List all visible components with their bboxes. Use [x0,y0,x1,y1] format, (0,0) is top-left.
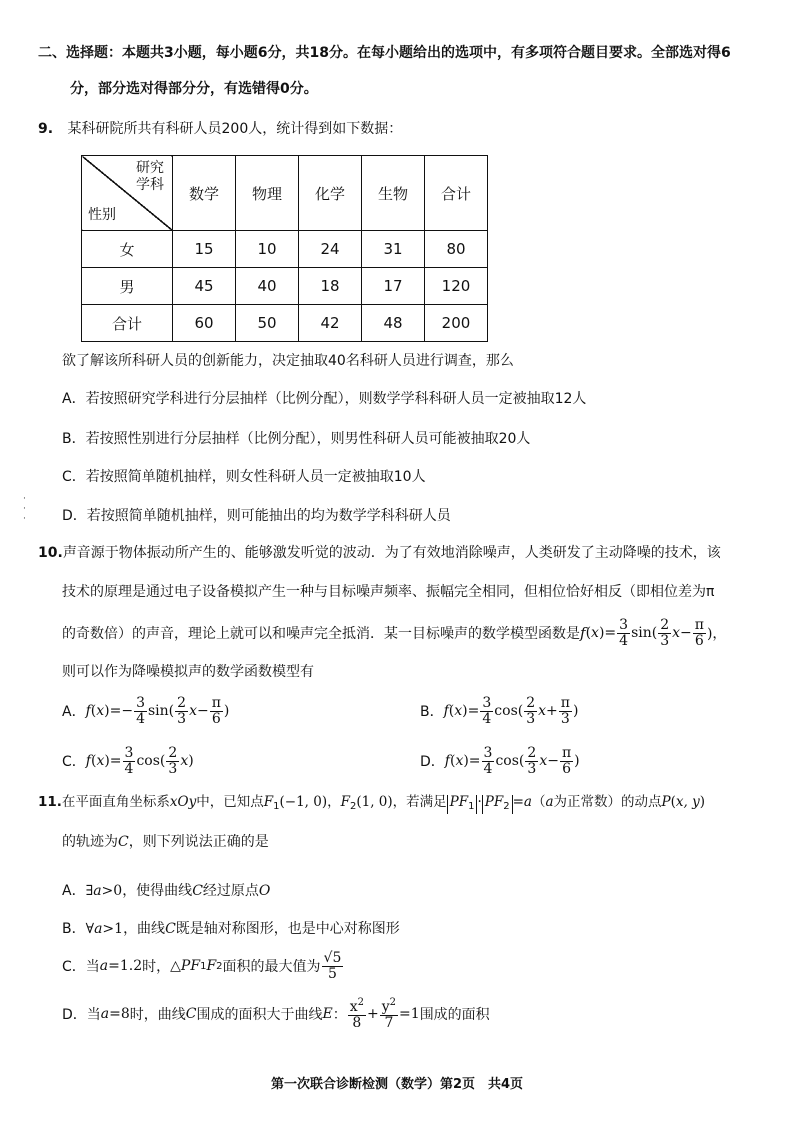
q11-option-a: A．∃a>0，使得曲线C经过原点O [62,883,271,899]
q10-option-d: D． f ( x )= $\frac{3}{4}$ cos( $\frac{2}{3}$ x − $\frac{\pi}{6}$ ) [420,744,580,777]
table-header-cell: 数学 [173,156,236,231]
q10-line2: 技术的原理是通过电子设备模拟产生一种与目标噪声频率、振幅完全相同，但相位恰好相反（即相位差为π [62,584,715,600]
page-footer: 第一次联合诊断检测（数学）第2页 共4页 [270,1077,524,1092]
table-row-label: 合计 [82,305,173,342]
table-header-cell: 生物 [362,156,425,231]
table-row [82,231,488,268]
table-cell: 200 [425,305,488,342]
q10-number: 10. [38,545,63,561]
table-corner-cell [82,156,173,231]
q9-stem: 某科研院所共有科研人员200人，统计得到如下数据： [67,121,403,137]
table-cell: 17 [362,268,425,305]
corner-bottom: 性别 [88,207,116,223]
table-header-cell: 合计 [425,156,488,231]
table-cell: 50 [236,305,299,342]
corner-top: 研究 学科 [136,160,164,193]
table-header-cell: 物理 [236,156,299,231]
q9-option-b: B．若按照性别进行分层抽样（比例分配），则男性科研人员可能被抽取20人 [62,431,531,447]
q9-option-c: C．若按照简单随机抽样，则女性科研人员一定被抽取10人 [62,469,426,485]
q10-line1: 10.声音源于物体振动所产生的、能够激发听觉的波动．为了有效地消除噪声，人类研发了主动降噪的技术，该 [38,545,721,561]
q9-option-a: A．若按照研究学科进行分层抽样（比例分配），则数学学科科研人员一定被抽取12人 [62,391,587,407]
q10-target-function: f [580,624,586,642]
q11-option-b: B．∀a>1，曲线C既是轴对称图形，也是中心对称图形 [62,921,400,937]
q11-line2: 的轨迹为C，则下列说法正确的是 [62,834,269,850]
table-cell: 120 [425,268,488,305]
table-row-label: 男 [82,268,173,305]
fraction: $\frac{\pi}{6}$ [694,616,704,649]
q10-line3: 的奇数倍）的声音，理论上就可以和噪声完全抵消．某一目标噪声的数学模型函数是 f ( x )= $\frac{3}{4}$ sin( $\frac{2}{3}$ x − $\frac{\pi}{6}$ )， [62,616,727,649]
table-cell: 15 [173,231,236,268]
q11-option-d: D．当 a =8 时，曲线 C 围成的面积大于曲线 E ： $\frac{x^2}{8}$ + $\frac{y^2}{7}$ =1 围成的面积 [62,996,490,1031]
table-cell: 80 [425,231,488,268]
section-header-line1: 二、选择题：本题共3小题，每小题6分，共18分。在每小题给出的选项中，有多项符合题目要求。全部选对得6 [38,45,731,61]
q9-data-table [81,155,488,342]
table-row [82,268,488,305]
table-cell: 40 [236,268,299,305]
q10-option-a: A． f ( x )=− $\frac{3}{4}$ sin( $\frac{2}{3}$ x − $\frac{\pi}{6}$ ) [62,694,230,727]
q11-option-c: C．当 a =1.2 时， △ PF 1 F 2 面积的最大值为 $\frac{√5}{5}$ [62,949,342,982]
q11-number: 11. [38,794,62,810]
q9-option-d: D．若按照简单随机抽样，则可能抽出的均为数学学科科研人员 [62,508,451,524]
fraction: $\frac{2}{3}$ [660,616,670,649]
section-header-line2: 分，部分选对得部分分，有选错得0分。 [70,81,318,97]
table-cell: 60 [173,305,236,342]
table-cell: 10 [236,231,299,268]
q10-line4: 则可以作为降噪模拟声的数学函数模型有 [62,664,314,680]
table-header-row [82,156,488,231]
q9-stem-line [38,118,402,138]
q10-option-b: B． f ( x )= $\frac{3}{4}$ cos( $\frac{2}{3}$ x + $\frac{\pi}{3}$ ) [420,694,579,727]
q10-option-c: C． f ( x )= $\frac{3}{4}$ cos( $\frac{2}{3}$ x ) [62,744,194,777]
fraction: $\frac{3}{4}$ [619,616,629,649]
table-cell: 18 [299,268,362,305]
q11-line1: 11.在平面直角坐标系xOy中，已知点$F_1(-1$, 0)，$F_2(1$, 0)，若满足 $PF_1 \cdot PF_2 =a(a$为正常数）的动点P(x, y) [38,794,706,812]
binding-dots-mark: · · · [23,494,26,524]
table-row-label: 女 [82,231,173,268]
table-header-cell: 化学 [299,156,362,231]
q9-number: 9. [38,121,54,137]
table-cell: 42 [299,305,362,342]
table-row [82,305,488,342]
table-cell: 45 [173,268,236,305]
table-cell: 48 [362,305,425,342]
q9-prompt: 欲了解该所科研人员的创新能力，决定抽取40名科研人员进行调查，那么 [62,353,514,369]
table-cell: 31 [362,231,425,268]
table-cell: 24 [299,231,362,268]
